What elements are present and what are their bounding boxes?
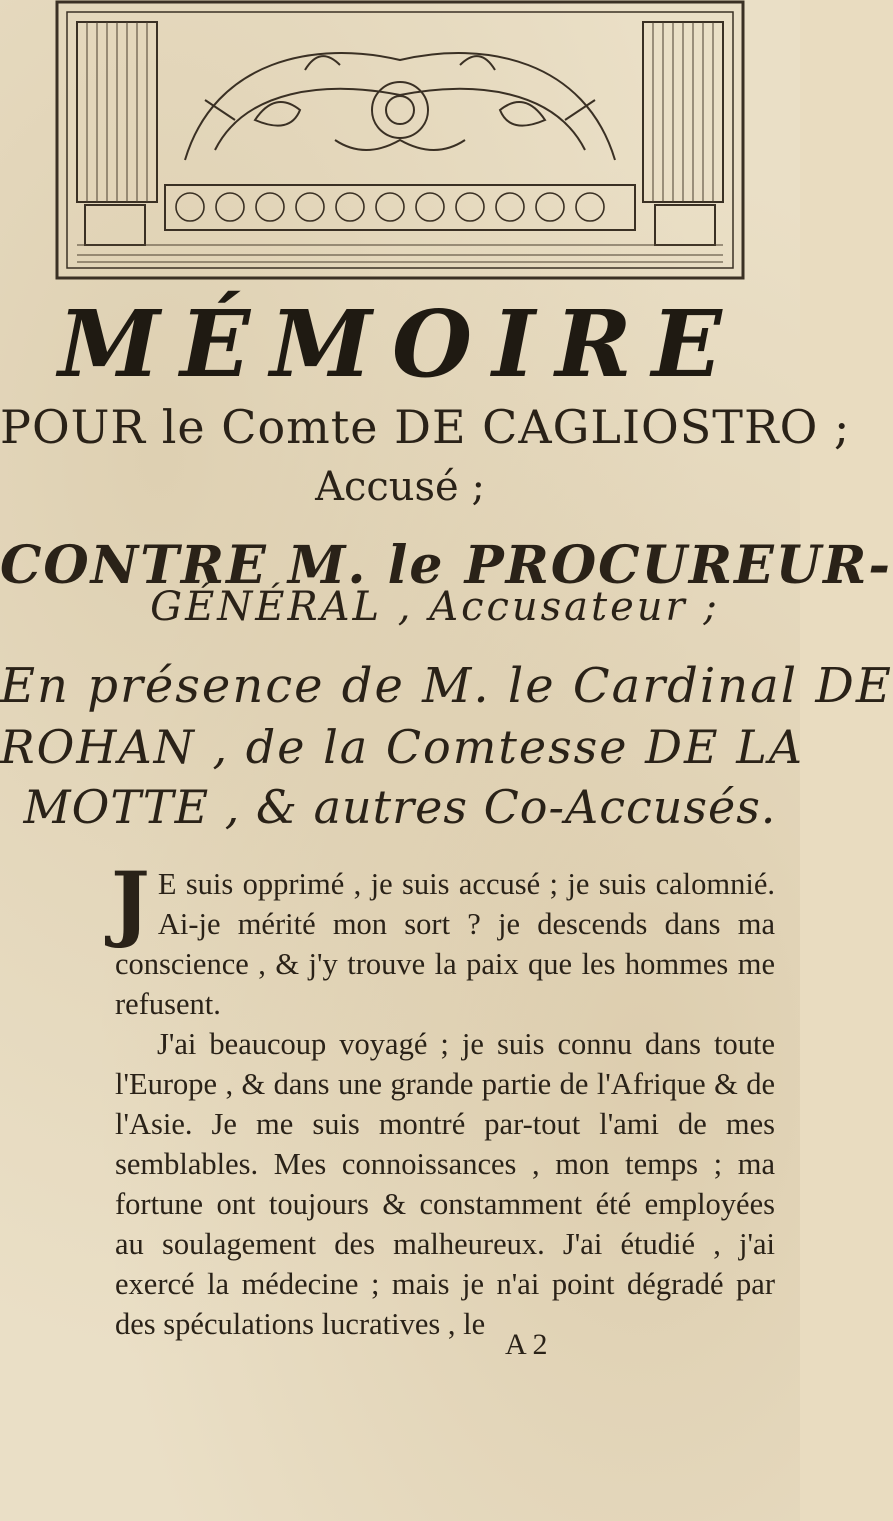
- paragraph-1-text: E suis opprimé , je suis accusé ; je suis calomnié. Ai-je mérité mon sort ? je descends dans ma conscience , & j'y trouve la paix que les hommes me refusent.: [115, 867, 775, 1021]
- drop-cap: J: [111, 855, 150, 951]
- motte-line: MOTTE , & autres Co-Accusés.: [23, 780, 777, 834]
- paragraph-2: J'ai beaucoup voyagé ; je suis connu dans toute l'Europe , & dans une grande partie de l'Afrique & de l'Asie. Je me suis montré par-tout l'ami de mes semblables. Mes connoissances , mon temps ; ma fortune ont toujours & constamment été employées au soulagement des malheureux. J'ai étudié , j'ai exercé la médecine ; mais je n'ai point dégradé par des spéculations lucratives , le: [115, 1027, 775, 1341]
- presence-line: En présence de M. le Cardinal DE: [0, 658, 893, 714]
- subtitle-accuse: Accusé ;: [315, 464, 485, 510]
- general-accuser-line: GÉNÉRAL , Accusateur ;: [150, 584, 720, 630]
- body-text: [111, 855, 775, 1344]
- paragraph-1: [111, 855, 775, 1024]
- signature-mark: A 2: [505, 1328, 548, 1361]
- ornamental-headpiece: [55, 0, 745, 282]
- document-title: MÉMOIRE: [58, 290, 742, 398]
- headpiece-engraving-icon: [55, 0, 745, 282]
- subtitle-pour: POUR le Comte DE CAGLIOSTRO ;: [0, 400, 851, 454]
- against-line: CONTRE M. le PROCUREUR-: [0, 535, 892, 596]
- rohan-line: ROHAN , de la Comtesse DE LA: [0, 720, 804, 774]
